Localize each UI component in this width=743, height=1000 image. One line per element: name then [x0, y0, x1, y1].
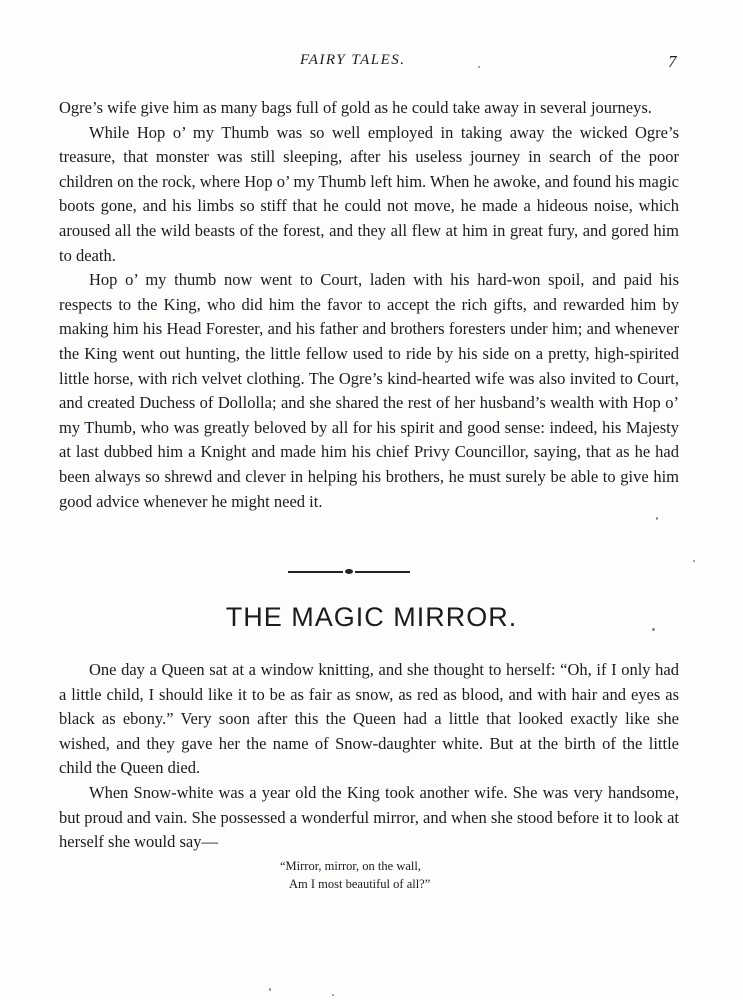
section-body: [59, 658, 679, 855]
paragraph: Ogre’s wife give him as many bags full of gold as he could take away in several journeys.: [59, 98, 652, 117]
paragraph: When Snow-white was a year old the King took another wife. She was very handsome, but proud and vain. She possessed a wonderful mirror, and when she stood before it to look at herself she would say––: [59, 782, 679, 852]
paragraph: Hop o’ my thumb now went to Court, laden with his hard-won spoil, and paid his respects to the King, who did him the favor to accept the rich gifts, and rewarded him by making him his Head Forester, and his father and brothers foresters under him; and whenever the King went out hunting, the little fellow used to ride by his side on a pretty, high-spirited little horse, with rich velvet clothing. The Ogre’s kind-hearted wife was also invited to Court, and created Duchess of Dollolla; and she shared the rest of her husband’s wealth with Hop o’ my Thumb, who was greatly beloved by all for his spirit and good sense: indeed, his Majesty at last dubbed him a Knight and made him his chief Privy Councillor, saying, that as he had been always so shrewd and clever in helping his brothers, he must surely be able to give him good advice whenever he might need it.: [59, 270, 679, 511]
print-speck: [332, 994, 334, 996]
divider-center-dot: [345, 569, 353, 574]
verse-line: Am I most beautiful of all?”: [289, 877, 431, 891]
verse-quote: [280, 857, 430, 893]
divider-line-right: [355, 571, 410, 573]
print-speck: [693, 560, 695, 562]
print-speck: [269, 988, 271, 991]
verse-line: “Mirror, mirror, on the wall,: [280, 859, 421, 873]
paragraph: While Hop o’ my Thumb was so well employed in taking away the wicked Ogre’s treasure, that monster was still sleeping, after his useless journey in search of the poor children on the rock, where Hop o’ my Thumb left him. When he awoke, and found his magic boots gone, and his limbs so stiff that he could not move, he made a hideous noise, which aroused all the wild beasts of the forest, and they all flew at him in great fury, and gored him to death.: [59, 122, 679, 265]
story-continuation: [59, 96, 679, 514]
running-head: [0, 52, 743, 74]
section-title: THE MAGIC MIRROR.: [225, 602, 518, 632]
print-speck: [652, 628, 655, 631]
print-speck: [478, 66, 480, 68]
paragraph: One day a Queen sat at a window knitting, and she thought to herself: “Oh, if I only had a little child, I should like it to be as fair as snow, as red as blood, and with hair and eyes as black as ebony.” Very soon after this the Queen had a little that looked exactly like she wished, and they gave her the name of Snow-daughter white. But at the birth of the little child the Queen died.: [59, 660, 679, 778]
section-divider-ornament: [288, 569, 410, 575]
print-speck: [656, 517, 658, 520]
running-title: FAIRY TALES.: [300, 52, 406, 68]
divider-line-left: [288, 571, 343, 573]
page-number: 7: [668, 52, 677, 71]
